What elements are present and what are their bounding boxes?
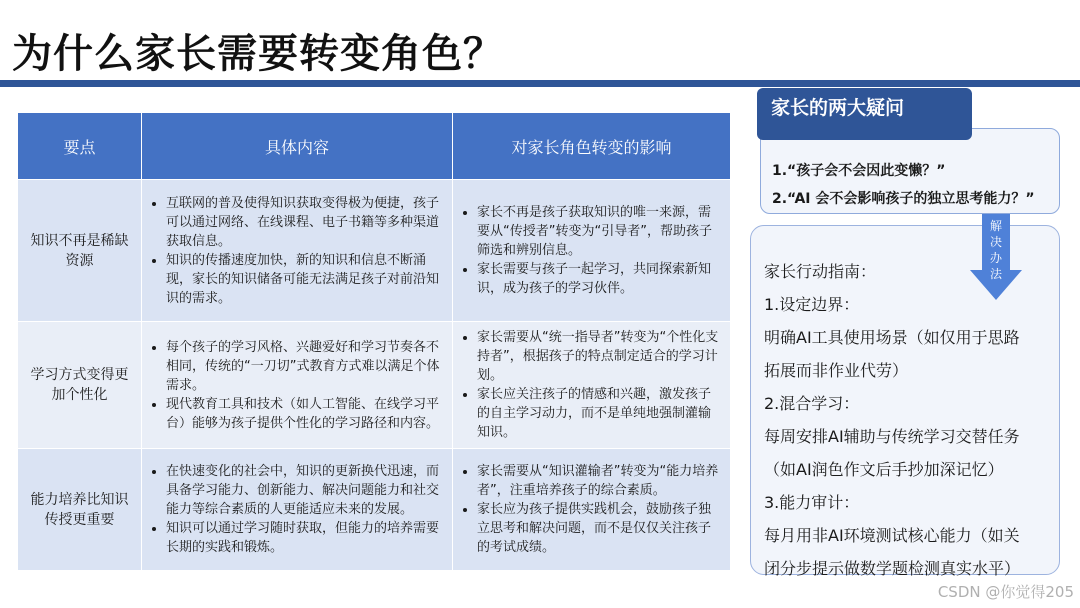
questions-list bbox=[772, 157, 1072, 213]
list-item: • 家长应为孩子提供实践机会，鼓励孩子独立思考和解决问题，而不是仅仅关注孩子的考试成绩。 bbox=[477, 500, 722, 557]
watermark: CSDN @你觉得205 bbox=[937, 583, 1074, 601]
title-divider bbox=[0, 80, 1080, 87]
table-row bbox=[18, 180, 731, 322]
list-item: • 知识的传播速度加快，新的知识和信息不断涌现，家长的知识储备可能无法满足孩子对前沿知识的需求。 bbox=[166, 251, 444, 308]
table-row bbox=[18, 322, 731, 449]
guide-line: 闭分步提示做数学题检测真实水平） bbox=[764, 559, 1021, 578]
list-item: • 在快速变化的社会中，知识的更新换代迅速，而具备学习能力、创新能力、解决问题能力和社交能力等综合素质的人更能适应未来的发展。 bbox=[166, 462, 444, 519]
header-content: 具体内容 bbox=[142, 113, 453, 180]
question-item: 1.“孩子会不会因此变懒？” bbox=[772, 163, 946, 179]
guide-line: 明确AI工具使用场景（如仅用于思路 bbox=[764, 328, 1020, 347]
guide-line: 每周安排AI辅助与传统学习交替任务 bbox=[764, 427, 1020, 446]
list-item: • 家长不再是孩子获取知识的唯一来源，需要从“传授者”转变为“引导者”，帮助孩子筛选和辨别信息。 bbox=[477, 203, 722, 260]
comparison-table bbox=[17, 112, 731, 571]
list-item: • 家长需要从“统一指导者”转变为“个性化支持者”，根据孩子的特点制定适合的学习计划。 bbox=[477, 328, 722, 385]
guide-line: 1.设定边界： bbox=[764, 295, 860, 314]
row-content bbox=[142, 449, 453, 571]
questions-heading: 家长的两大疑问 bbox=[757, 88, 972, 140]
guide-line: 家长行动指南： bbox=[764, 262, 877, 281]
row-impact bbox=[453, 322, 731, 449]
header-impact: 对家长角色转变的影响 bbox=[453, 113, 731, 180]
question-item: 2.“AI 会不会影响孩子的独立思考能力？” bbox=[772, 191, 1035, 207]
row-content bbox=[142, 322, 453, 449]
row-key: 知识不再是稀缺资源 bbox=[18, 180, 142, 322]
guide-text bbox=[764, 255, 1056, 585]
table-row bbox=[18, 449, 731, 571]
row-key: 学习方式变得更加个性化 bbox=[18, 322, 142, 449]
row-key: 能力培养比知识传授更重要 bbox=[18, 449, 142, 571]
guide-line: 每月用非AI环境测试核心能力（如关 bbox=[764, 526, 1020, 545]
list-item: • 互联网的普及使得知识获取变得极为便捷，孩子可以通过网络、在线课程、电子书籍等多种渠道获取信息。 bbox=[166, 194, 444, 251]
guide-line: 2.混合学习： bbox=[764, 394, 860, 413]
list-item: • 家长需要与孩子一起学习，共同探索新知识，成为孩子的学习伙伴。 bbox=[477, 260, 722, 298]
guide-line: 3.能力审计： bbox=[764, 493, 860, 512]
guide-line: 拓展而非作业代劳） bbox=[764, 361, 909, 380]
row-impact bbox=[453, 180, 731, 322]
table-header-row bbox=[18, 113, 731, 180]
row-content bbox=[142, 180, 453, 322]
page-title: 为什么家长需要转变角色？ bbox=[12, 31, 504, 77]
row-impact bbox=[453, 449, 731, 571]
list-item: • 知识可以通过学习随时获取，但能力的培养需要长期的实践和锻炼。 bbox=[166, 519, 444, 557]
list-item: • 现代教育工具和技术（如人工智能、在线学习平台）能够为孩子提供个性化的学习路径和内容。 bbox=[166, 395, 444, 433]
list-item: • 家长需要从“知识灌输者”转变为“能力培养者”，注重培养孩子的综合素质。 bbox=[477, 462, 722, 500]
list-item: • 家长应关注孩子的情感和兴趣，激发孩子的自主学习动力，而不是单纯地强制灌输知识。 bbox=[477, 385, 722, 442]
header-key: 要点 bbox=[18, 113, 142, 180]
arrow-label: 解决办法 bbox=[989, 219, 1002, 281]
list-item: • 每个孩子的学习风格、兴趣爱好和学习节奏各不相同，传统的“一刀切”式教育方式难以满足个体需求。 bbox=[166, 338, 444, 395]
guide-line: （如AI润色作文后手抄加深记忆） bbox=[764, 460, 1004, 479]
